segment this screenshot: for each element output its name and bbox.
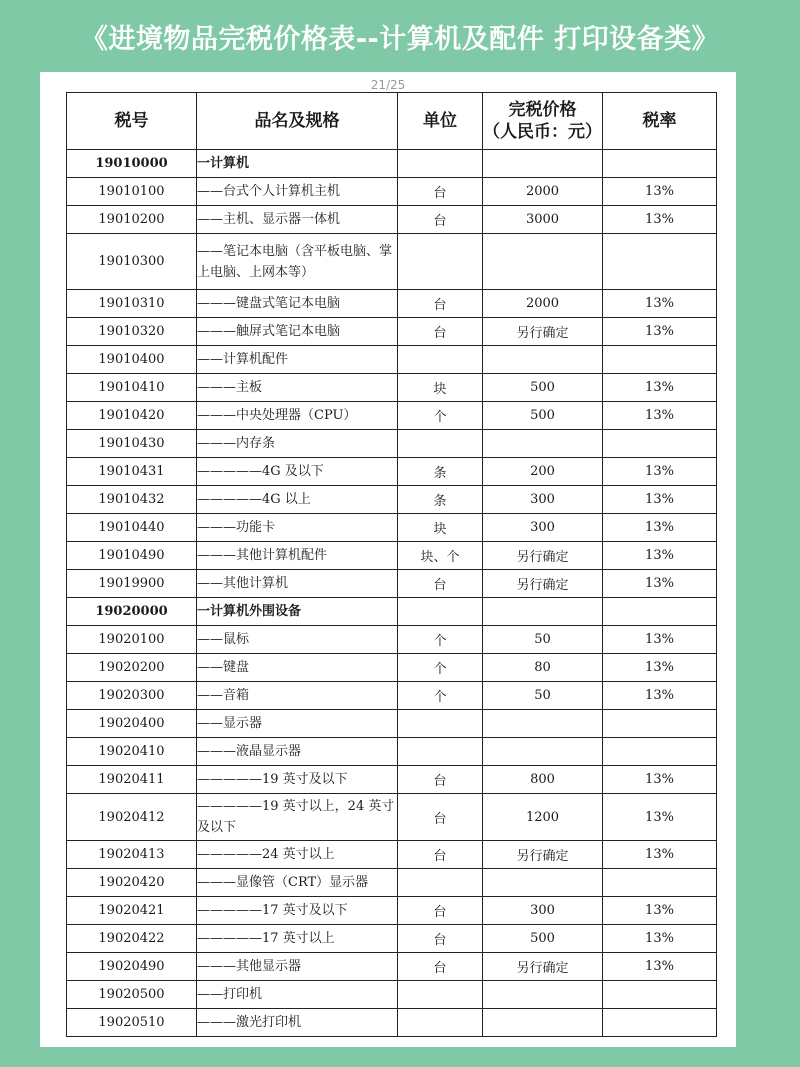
table-row — [67, 598, 717, 626]
name-cell: ——音箱 — [197, 682, 398, 710]
rate-cell: 13% — [603, 841, 717, 869]
code-cell: 19020490 — [67, 953, 197, 981]
code-cell: 19020413 — [67, 841, 197, 869]
unit-cell: 台 — [398, 570, 483, 598]
name-cell: ——打印机 — [197, 981, 398, 1009]
table-row — [67, 897, 717, 925]
price-cell — [483, 981, 603, 1009]
name-cell: ——显示器 — [197, 710, 398, 738]
price-cell: 300 — [483, 486, 603, 514]
name-cell: ———功能卡 — [197, 514, 398, 542]
price-cell — [483, 346, 603, 374]
code-cell: 19020422 — [67, 925, 197, 953]
price-cell: 另行确定 — [483, 318, 603, 346]
price-cell — [483, 430, 603, 458]
price-cell — [483, 598, 603, 626]
table-header-row — [67, 93, 717, 150]
rate-cell — [603, 346, 717, 374]
price-cell: 200 — [483, 458, 603, 486]
code-cell: 19020411 — [67, 766, 197, 794]
name-cell: —————17 英寸及以下 — [197, 897, 398, 925]
table-row — [67, 869, 717, 897]
rate-cell: 13% — [603, 402, 717, 430]
code-cell: 19020200 — [67, 654, 197, 682]
table-row — [67, 654, 717, 682]
column-header-name: 品名及规格 — [197, 93, 398, 150]
table-body — [67, 150, 717, 1037]
name-cell: ———其他计算机配件 — [197, 542, 398, 570]
rate-cell — [603, 598, 717, 626]
unit-cell — [398, 346, 483, 374]
rate-cell: 13% — [603, 570, 717, 598]
price-cell: 另行确定 — [483, 841, 603, 869]
code-cell: 19010000 — [67, 150, 197, 178]
unit-cell: 台 — [398, 794, 483, 841]
table-row — [67, 178, 717, 206]
unit-cell: 个 — [398, 654, 483, 682]
name-cell: ———中央处理器（CPU） — [197, 402, 398, 430]
rate-cell: 13% — [603, 953, 717, 981]
rate-cell: 13% — [603, 458, 717, 486]
price-cell: 500 — [483, 374, 603, 402]
code-cell: 19020510 — [67, 1009, 197, 1037]
unit-cell: 台 — [398, 318, 483, 346]
rate-cell — [603, 710, 717, 738]
name-cell: ——台式个人计算机主机 — [197, 178, 398, 206]
table-row — [67, 346, 717, 374]
name-cell: ——鼠标 — [197, 626, 398, 654]
rate-cell: 13% — [603, 897, 717, 925]
unit-cell: 台 — [398, 766, 483, 794]
table-row — [67, 1009, 717, 1037]
code-cell: 19020421 — [67, 897, 197, 925]
column-header-code: 税号 — [67, 93, 197, 150]
code-cell: 19010430 — [67, 430, 197, 458]
unit-cell: 条 — [398, 486, 483, 514]
table-row — [67, 981, 717, 1009]
code-cell: 19010431 — [67, 458, 197, 486]
unit-cell: 块、个 — [398, 542, 483, 570]
page-title: 《进境物品完税价格表--计算机及配件 打印设备类》 — [80, 24, 720, 55]
name-cell: —————19 英寸以上，24 英寸及以下 — [197, 794, 398, 841]
table-row — [67, 626, 717, 654]
unit-cell — [398, 738, 483, 766]
unit-cell — [398, 1009, 483, 1037]
rate-cell: 13% — [603, 206, 717, 234]
unit-cell — [398, 150, 483, 178]
rate-cell: 13% — [603, 682, 717, 710]
table-row — [67, 374, 717, 402]
unit-cell — [398, 598, 483, 626]
unit-cell: 台 — [398, 841, 483, 869]
table-row — [67, 402, 717, 430]
unit-cell: 台 — [398, 953, 483, 981]
name-cell: ——键盘 — [197, 654, 398, 682]
unit-cell: 条 — [398, 458, 483, 486]
table-row — [67, 458, 717, 486]
price-cell — [483, 1009, 603, 1037]
unit-cell: 块 — [398, 514, 483, 542]
price-cell: 1200 — [483, 794, 603, 841]
unit-cell — [398, 430, 483, 458]
rate-cell — [603, 1009, 717, 1037]
price-cell: 另行确定 — [483, 542, 603, 570]
price-cell: 500 — [483, 925, 603, 953]
rate-cell — [603, 869, 717, 897]
table-row — [67, 514, 717, 542]
price-cell — [483, 150, 603, 178]
rate-cell — [603, 981, 717, 1009]
column-header-price: 完税价格 （人民币：元） — [483, 93, 603, 150]
code-cell: 19020412 — [67, 794, 197, 841]
name-cell: ——其他计算机 — [197, 570, 398, 598]
code-cell: 19019900 — [67, 570, 197, 598]
code-cell: 19010300 — [67, 234, 197, 290]
code-cell: 19020500 — [67, 981, 197, 1009]
code-cell: 19020000 — [67, 598, 197, 626]
name-cell: 一计算机外围设备 — [197, 598, 398, 626]
rate-cell — [603, 150, 717, 178]
name-cell: —————17 英寸以上 — [197, 925, 398, 953]
price-cell: 另行确定 — [483, 953, 603, 981]
tax-price-table — [66, 92, 717, 1037]
column-header-rate: 税率 — [603, 93, 717, 150]
unit-cell: 个 — [398, 682, 483, 710]
name-cell: ———显像管（CRT）显示器 — [197, 869, 398, 897]
rate-cell: 13% — [603, 374, 717, 402]
document-page — [40, 72, 736, 1047]
name-cell: ———触屏式笔记本电脑 — [197, 318, 398, 346]
code-cell: 19010320 — [67, 318, 197, 346]
name-cell: —————4G 以上 — [197, 486, 398, 514]
code-cell: 19010100 — [67, 178, 197, 206]
table-row — [67, 150, 717, 178]
rate-cell: 13% — [603, 178, 717, 206]
price-cell: 300 — [483, 514, 603, 542]
table-row — [67, 794, 717, 841]
column-header-unit: 单位 — [398, 93, 483, 150]
unit-cell: 台 — [398, 178, 483, 206]
page-number: 21/25 — [370, 78, 406, 92]
code-cell: 19010490 — [67, 542, 197, 570]
price-cell: 800 — [483, 766, 603, 794]
price-cell: 50 — [483, 682, 603, 710]
unit-cell: 台 — [398, 925, 483, 953]
code-cell: 19010200 — [67, 206, 197, 234]
price-cell: 50 — [483, 626, 603, 654]
price-cell: 另行确定 — [483, 570, 603, 598]
code-cell: 19010400 — [67, 346, 197, 374]
name-cell: ———其他显示器 — [197, 953, 398, 981]
name-cell: ———内存条 — [197, 430, 398, 458]
code-cell: 19020420 — [67, 869, 197, 897]
name-cell: ———液晶显示器 — [197, 738, 398, 766]
code-cell: 19010420 — [67, 402, 197, 430]
unit-cell: 台 — [398, 206, 483, 234]
table-row — [67, 318, 717, 346]
rate-cell: 13% — [603, 486, 717, 514]
price-cell: 300 — [483, 897, 603, 925]
price-cell — [483, 738, 603, 766]
unit-cell: 个 — [398, 626, 483, 654]
table-row — [67, 925, 717, 953]
table-row — [67, 570, 717, 598]
name-cell: ———激光打印机 — [197, 1009, 398, 1037]
code-cell: 19020400 — [67, 710, 197, 738]
price-cell: 80 — [483, 654, 603, 682]
unit-cell — [398, 710, 483, 738]
code-cell: 19010432 — [67, 486, 197, 514]
rate-cell: 13% — [603, 626, 717, 654]
table-row — [67, 430, 717, 458]
unit-cell: 个 — [398, 402, 483, 430]
code-cell: 19020100 — [67, 626, 197, 654]
name-cell: ———主板 — [197, 374, 398, 402]
name-cell: —————19 英寸及以下 — [197, 766, 398, 794]
price-cell: 3000 — [483, 206, 603, 234]
name-cell: 一计算机 — [197, 150, 398, 178]
rate-cell: 13% — [603, 514, 717, 542]
name-cell: ——笔记本电脑（含平板电脑、掌上电脑、上网本等） — [197, 234, 398, 290]
unit-cell — [398, 869, 483, 897]
rate-cell: 13% — [603, 794, 717, 841]
rate-cell: 13% — [603, 925, 717, 953]
price-cell: 2000 — [483, 178, 603, 206]
rate-cell: 13% — [603, 290, 717, 318]
price-cell — [483, 710, 603, 738]
code-cell: 19010440 — [67, 514, 197, 542]
code-cell: 19020300 — [67, 682, 197, 710]
rate-cell — [603, 234, 717, 290]
table-row — [67, 486, 717, 514]
table-row — [67, 542, 717, 570]
unit-cell: 台 — [398, 897, 483, 925]
rate-cell: 13% — [603, 654, 717, 682]
unit-cell — [398, 234, 483, 290]
unit-cell: 块 — [398, 374, 483, 402]
code-cell: 19010410 — [67, 374, 197, 402]
code-cell: 19020410 — [67, 738, 197, 766]
rate-cell — [603, 738, 717, 766]
unit-cell: 台 — [398, 290, 483, 318]
rate-cell: 13% — [603, 318, 717, 346]
name-cell: ——计算机配件 — [197, 346, 398, 374]
table-row — [67, 738, 717, 766]
code-cell: 19010310 — [67, 290, 197, 318]
unit-cell — [398, 981, 483, 1009]
name-cell: ———键盘式笔记本电脑 — [197, 290, 398, 318]
table-row — [67, 290, 717, 318]
table-row — [67, 953, 717, 981]
rate-cell: 13% — [603, 766, 717, 794]
table-row — [67, 841, 717, 869]
table-row — [67, 710, 717, 738]
price-cell — [483, 234, 603, 290]
price-cell — [483, 869, 603, 897]
table-row — [67, 682, 717, 710]
price-cell: 2000 — [483, 290, 603, 318]
name-cell: —————24 英寸以上 — [197, 841, 398, 869]
rate-cell: 13% — [603, 542, 717, 570]
table-row — [67, 234, 717, 290]
name-cell: ——主机、显示器一体机 — [197, 206, 398, 234]
name-cell: —————4G 及以下 — [197, 458, 398, 486]
price-cell: 500 — [483, 402, 603, 430]
table-row — [67, 206, 717, 234]
rate-cell — [603, 430, 717, 458]
table-row — [67, 766, 717, 794]
